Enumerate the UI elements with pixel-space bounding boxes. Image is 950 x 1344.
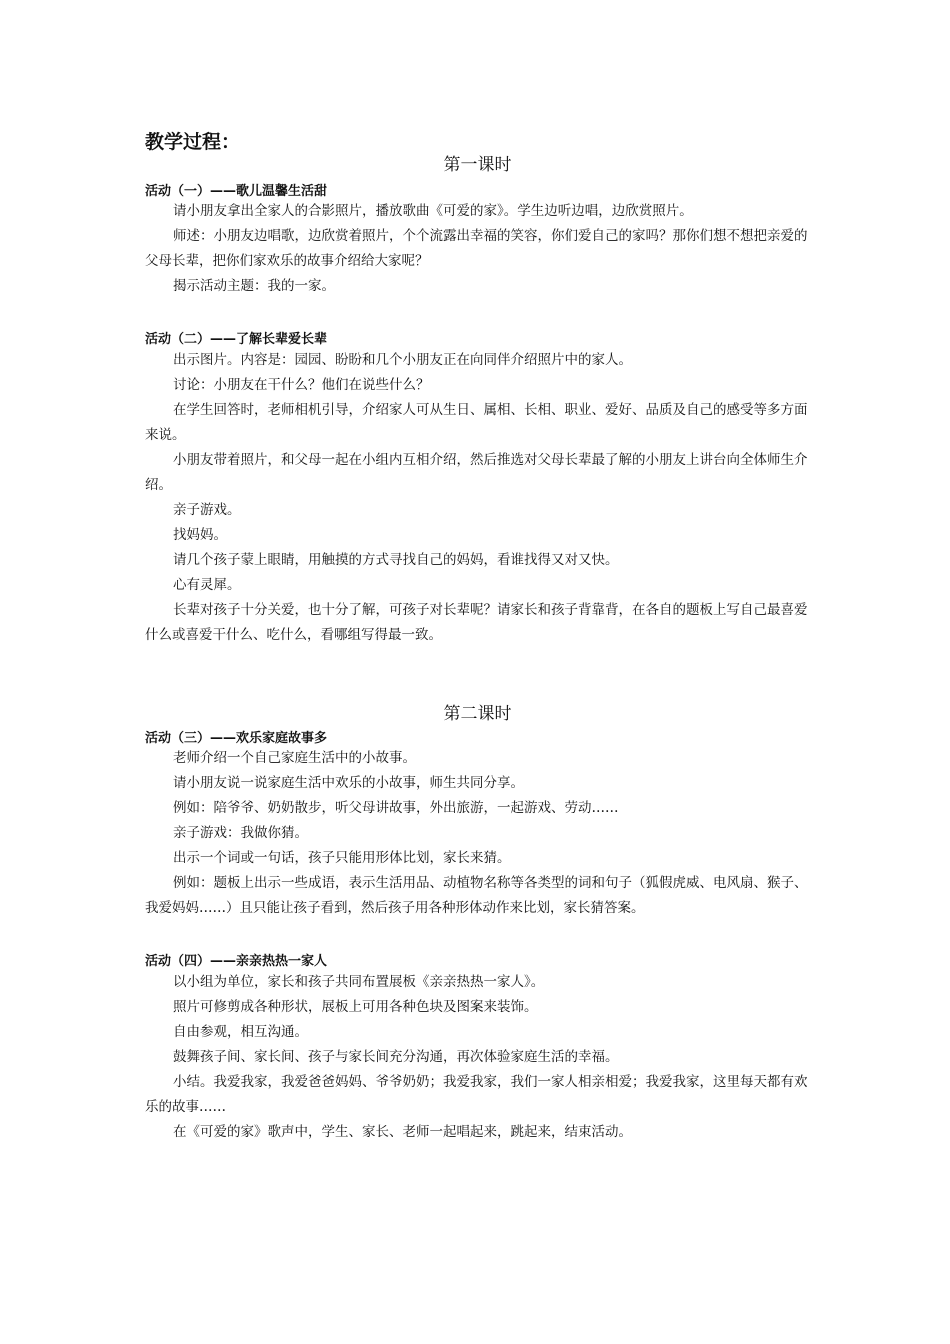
activity-4-heading: 活动（四）——亲亲热热一家人: [145, 954, 328, 969]
activity-2-paragraph: 长辈对孩子十分关爱，也十分了解，可孩子对长辈呢？请家长和孩子背靠背，在各自的题板上写自己最喜爱什么或喜爱干什么、吃什么，看哪组写得最一致。: [145, 602, 808, 643]
activity-2-paragraph: 心有灵犀。: [173, 577, 241, 593]
activity-1-paragraph: 请小朋友拿出全家人的合影照片，播放歌曲《可爱的家》。学生边听边唱，边欣赏照片。: [173, 203, 693, 219]
activity-4-paragraph: 在《可爱的家》歌声中，学生、家长、老师一起唱起来，跳起来，结束活动。: [173, 1124, 632, 1140]
lesson-2-title: 第二课时: [443, 704, 512, 724]
activity-3-paragraph: 例如：陪爷爷、奶奶散步，听父母讲故事，外出旅游，一起游戏、劳动……: [173, 800, 619, 816]
activity-3-paragraph: 例如：题板上出示一些成语，表示生活用品、动植物名称等各类型的词和句子（狐假虎威、电风扇、猴子、我爱妈妈……）且只能让孩子看到，然后孩子用各种形体动作来比划，家长猜答案。: [145, 875, 808, 916]
activity-3-paragraph: 请小朋友说一说家庭生活中欢乐的小故事，师生共同分享。: [173, 775, 524, 791]
activity-3-paragraph: 老师介绍一个自己家庭生活中的小故事。: [173, 750, 416, 766]
activity-1-heading: 活动（一）——歌儿温馨生活甜: [145, 184, 328, 199]
document-title: 教学过程：: [145, 131, 241, 153]
lesson-1-title: 第一课时: [443, 155, 512, 175]
activity-4-paragraph: 自由参观，相互沟通。: [173, 1024, 308, 1040]
activity-2-paragraph: 找妈妈。: [173, 527, 227, 543]
activity-3-paragraph: 亲子游戏：我做你猜。: [173, 825, 308, 841]
activity-4-paragraph: 以小组为单位，家长和孩子共同布置展板《亲亲热热一家人》。: [173, 974, 545, 990]
activity-1-paragraph: 师述：小朋友边唱歌，边欣赏着照片，个个流露出幸福的笑容，你们爱自己的家吗？那你们想不想把亲爱的父母长辈，把你们家欢乐的故事介绍给大家呢？: [145, 228, 808, 269]
activity-2-paragraph: 在学生回答时，老师相机引导，介绍家人可从生日、属相、长相、职业、爱好、品质及自己的感受等多方面来说。: [145, 402, 808, 443]
activity-1-paragraph: 揭示活动主题：我的一家。: [173, 278, 335, 294]
activity-2-paragraph: 亲子游戏。: [173, 502, 241, 518]
activity-4-paragraph: 照片可修剪成各种形状，展板上可用各种色块及图案来装饰。: [173, 999, 538, 1015]
activity-2-heading: 活动（二）——了解长辈爱长辈: [145, 332, 328, 347]
activity-4-paragraph: 鼓舞孩子间、家长间、孩子与家长间充分沟通，再次体验家庭生活的幸福。: [173, 1049, 619, 1065]
activity-4-paragraph: 小结。我爱我家，我爱爸爸妈妈、爷爷奶奶；我爱我家，我们一家人相亲相爱；我爱我家，这里每天都有欢乐的故事……: [145, 1074, 808, 1115]
activity-2-paragraph: 讨论：小朋友在干什么？他们在说些什么？: [173, 377, 430, 393]
activity-2-paragraph: 小朋友带着照片，和父母一起在小组内互相介绍，然后推选对父母长辈最了解的小朋友上讲台向全体师生介绍。: [145, 452, 808, 493]
activity-2-paragraph: 请几个孩子蒙上眼睛，用触摸的方式寻找自己的妈妈，看谁找得又对又快。: [173, 552, 619, 568]
activity-2-paragraph: 出示图片。内容是：园园、盼盼和几个小朋友正在向同伴介绍照片中的家人。: [173, 352, 632, 368]
activity-3-paragraph: 出示一个词或一句话，孩子只能用形体比划，家长来猜。: [173, 850, 511, 866]
activity-3-heading: 活动（三）——欢乐家庭故事多: [145, 731, 328, 746]
